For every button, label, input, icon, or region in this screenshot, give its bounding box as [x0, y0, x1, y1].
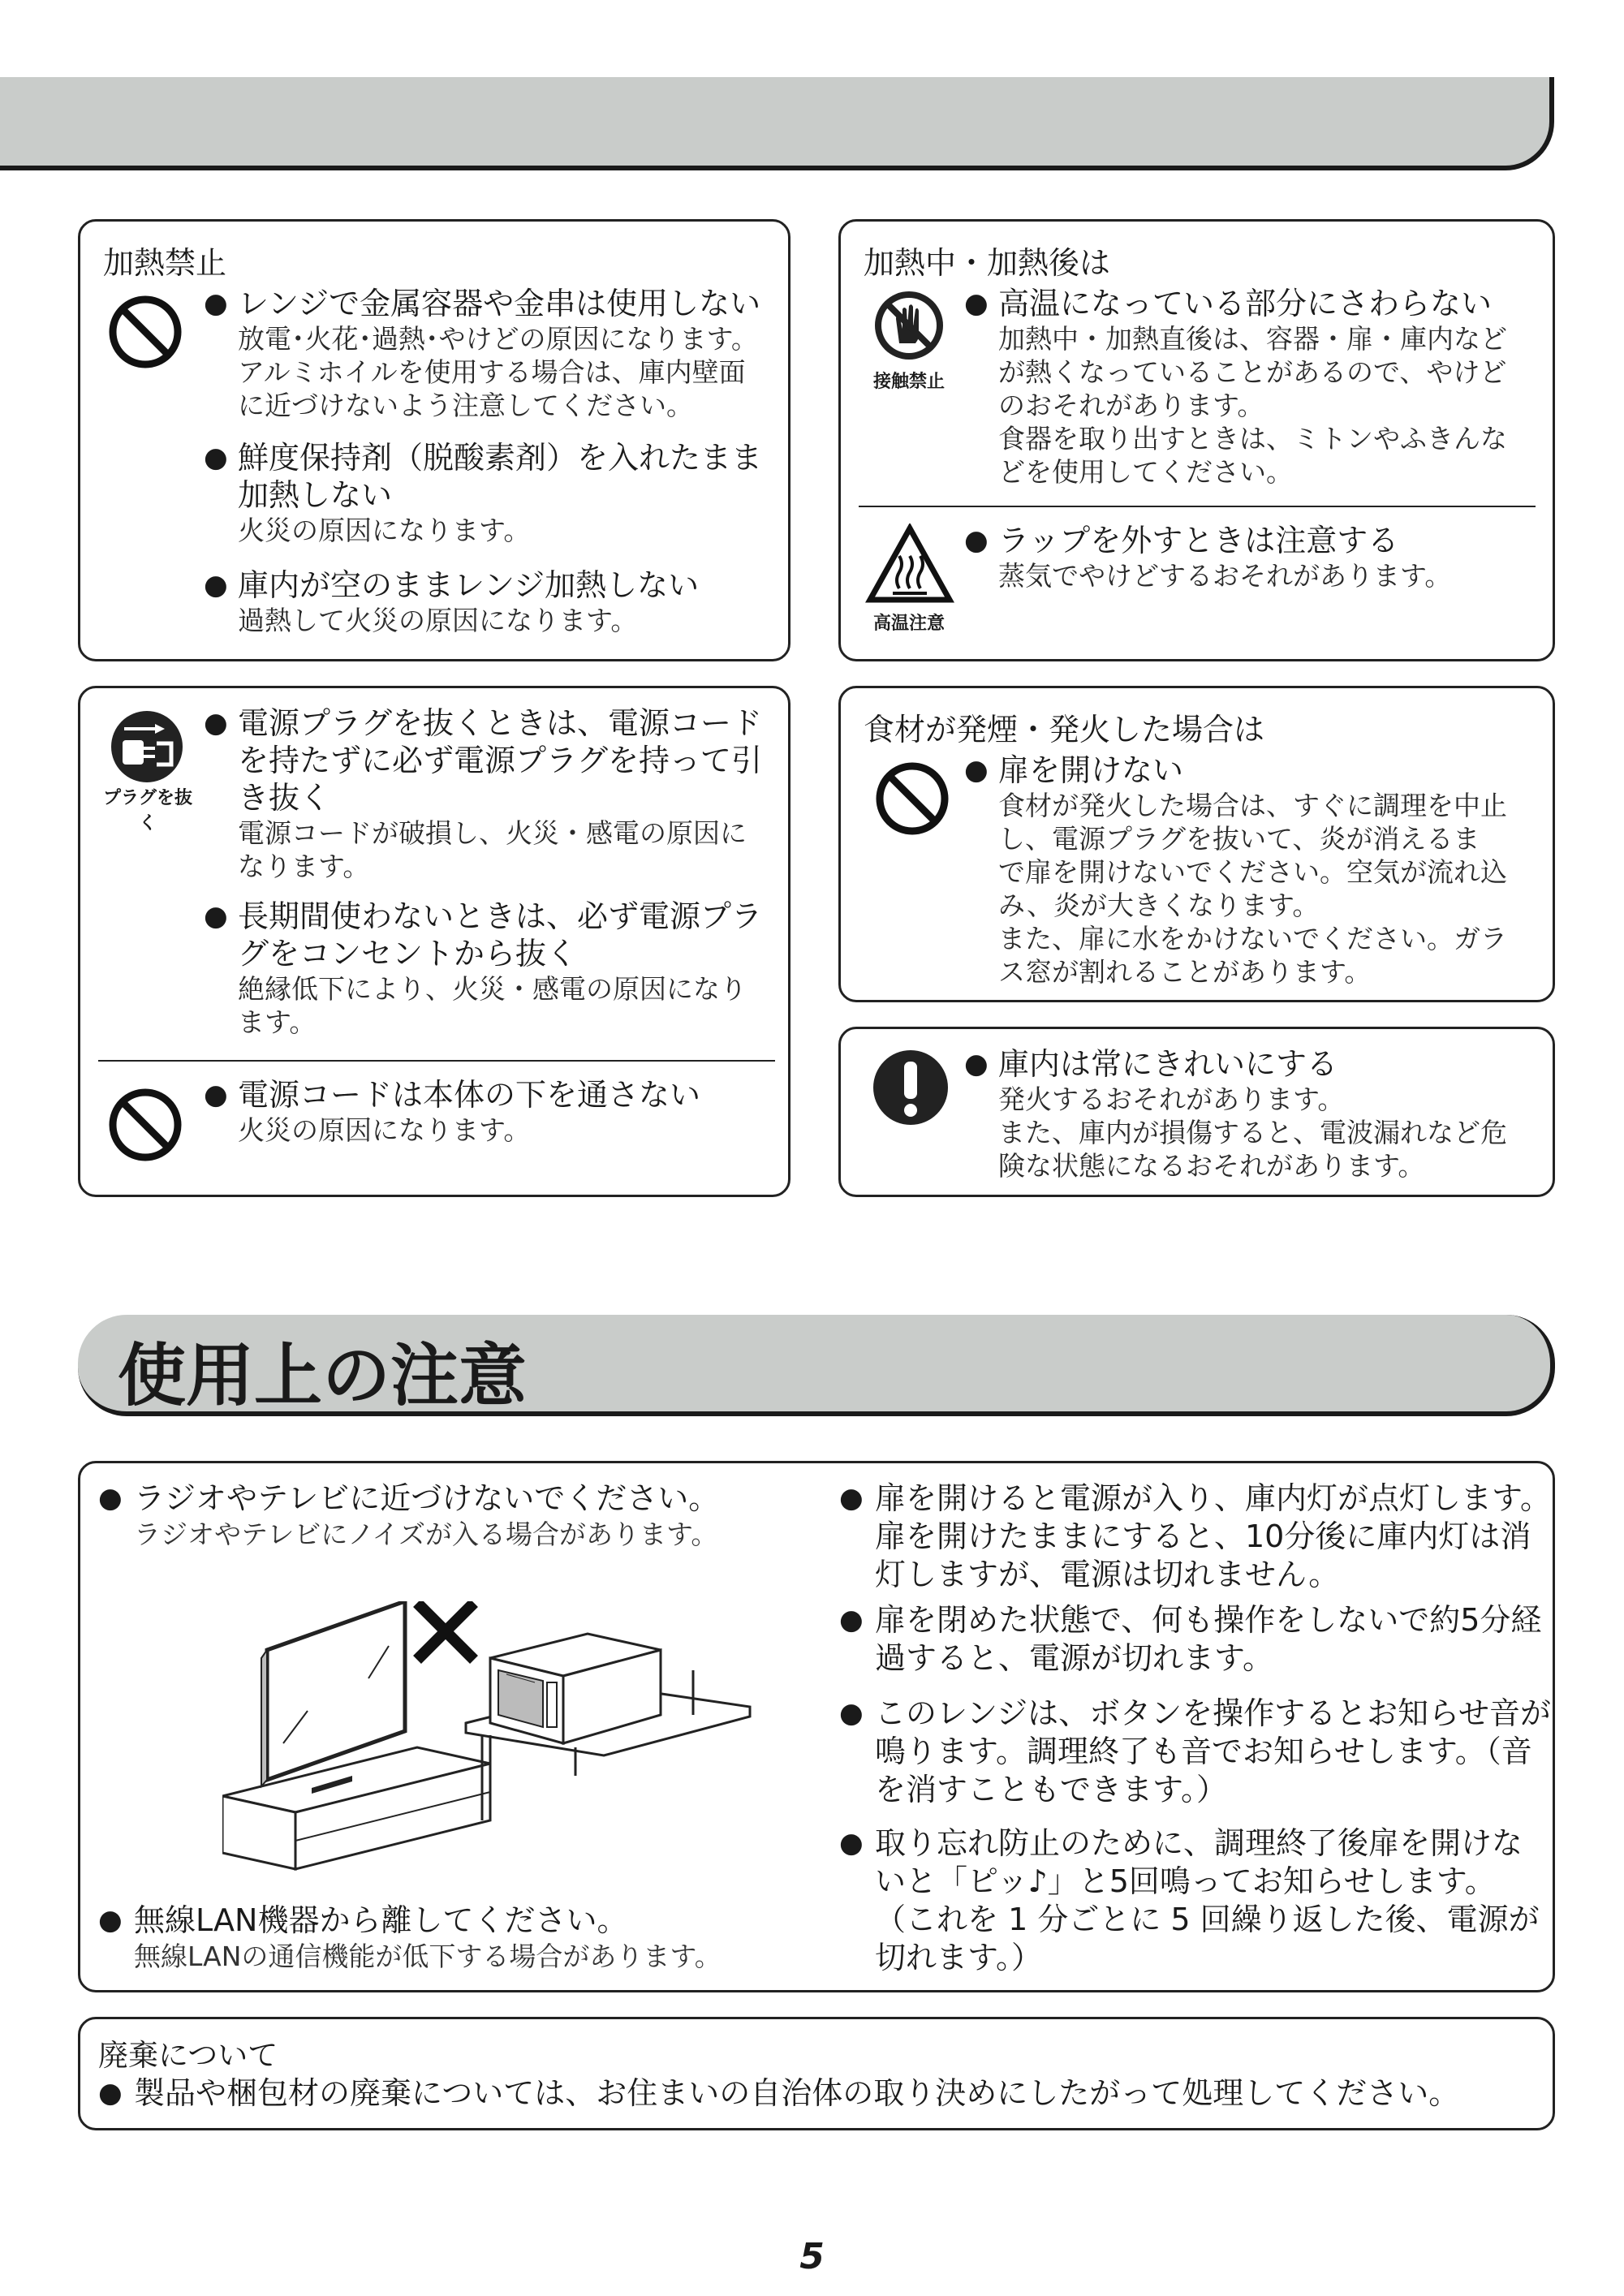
list-item: ● ラップを外すときは注意する 蒸気でやけどするおそれがあります。 — [964, 522, 1549, 592]
box-title: 食材が発煙・発火した場合は — [864, 712, 1265, 747]
box-title: 廃棄について — [98, 2038, 278, 2073]
list-item: ● 高温になっている部分にさわらない 加熱中・加熱直後は、容器・扉・庫内など が熱くなっていることがあるので、やけど のおそれがあります。 食器を取り出すときは、ミトンやふきんな どを使用してください。 — [964, 285, 1549, 489]
tv-microwave-illustration — [222, 1601, 758, 1934]
list-item: ● 鮮度保持剤（脱酸素剤）を入れたまま 加熱しない 火災の原因になります。 — [204, 439, 780, 547]
exclamation-icon — [870, 1047, 951, 1128]
list-item: ● 無線LAN機器から離してください。 無線LANの通信機能が低下する場合があります。 — [98, 1902, 812, 1973]
list-item: ● 扉を閉めた状態で、何も操作をしないで約5分経 過すると、電源が切れます。 — [839, 1601, 1553, 1678]
list-item: ● 扉を開けない 食材が発火した場合は、すぐに調理を中止 し、電源プラグを抜いて、炎が消えるま で扉を開けないでください。空気が流れ込 み、炎が大きくなります。 また、扉に水をかけないでください。ガラ ス窓が割れることがあります。 — [964, 752, 1549, 989]
list-item: ● 電源コードは本体の下を通さない 火災の原因になります。 — [204, 1076, 780, 1147]
unplug-icon — [106, 706, 187, 787]
box-during-after-heating — [838, 219, 1555, 661]
prohibited-icon — [873, 760, 951, 838]
list-item: ● 電源プラグを抜くときは、電源コード を持たずに必ず電源プラグを持って引 き抜く 電源コードが破損し、火災・感電の原因に なります。 — [204, 704, 780, 883]
box-heating-prohibited — [78, 219, 790, 661]
page-number: 5 — [799, 2236, 825, 2277]
icon-label: 高温注意 — [872, 614, 945, 634]
no-touch-icon — [870, 286, 948, 364]
list-item: ● このレンジは、ボタンを操作するとお知らせ音が 鳴ります。調理終了も音でお知らせします。（音 を消すこともできます。） — [839, 1695, 1553, 1809]
box-power-plug — [78, 686, 790, 1197]
high-temp-caution-icon — [865, 523, 954, 605]
box-fire-smoke — [838, 686, 1555, 1002]
list-item: ● 扉を開けると電源が入り、庫内灯が点灯します。 扉を開けたままにすると、10分後に庫内灯は消 灯しますが、電源は切れません。 — [839, 1480, 1553, 1594]
divider — [98, 1060, 775, 1062]
list-item: ● 庫内は常にきれいにする 発火するおそれがあります。 また、庫内が損傷すると、電波漏れなど危 険な状態になるおそれがあります。 — [964, 1045, 1549, 1182]
prohibited-icon — [106, 293, 184, 371]
divider — [859, 506, 1536, 507]
list-item: ● 庫内が空のままレンジ加熱しない 過熱して火災の原因になります。 — [204, 566, 780, 637]
box-keep-clean — [838, 1027, 1555, 1197]
header-bar — [0, 77, 1554, 170]
box-title: 加熱禁止 — [103, 245, 227, 281]
list-item: ● 取り忘れ防止のために、調理終了後扉を開けな いと「ピッ♪」と5回鳴ってお知らせします。 （これを 1 分ごとに 5 回繰り返した後、電源が 切れます。） — [839, 1824, 1553, 1977]
box-usage-notes — [78, 1461, 1555, 1992]
icon-label: 接触禁止 — [872, 372, 945, 392]
list-item: ● 長期間使わないときは、必ず電源プラ グをコンセントから抜く 絶縁低下により、火災・感電の原因になり ます。 — [204, 898, 780, 1039]
list-item: ● レンジで金属容器や金串は使用しない 放電･火花･過熱･やけどの原因になります。 アルミホイルを使用する場合は、庫内壁面 に近づけないよう注意してください。 — [204, 285, 780, 422]
icon-label: プラグを抜く — [102, 788, 192, 834]
box-title: 加熱中・加熱後は — [864, 245, 1111, 281]
box-disposal — [78, 2017, 1555, 2130]
list-item: ● 製品や梱包材の廃棄については、お住まいの自治体の取り決めにしたがって処理してください。 — [98, 2074, 1527, 2113]
list-item: ● ラジオやテレビに近づけないでください。 ラジオやテレビにノイズが入る場合があります。 — [98, 1480, 812, 1551]
section-title: 使用上の注意 — [118, 1336, 528, 1415]
prohibited-icon — [106, 1086, 184, 1164]
